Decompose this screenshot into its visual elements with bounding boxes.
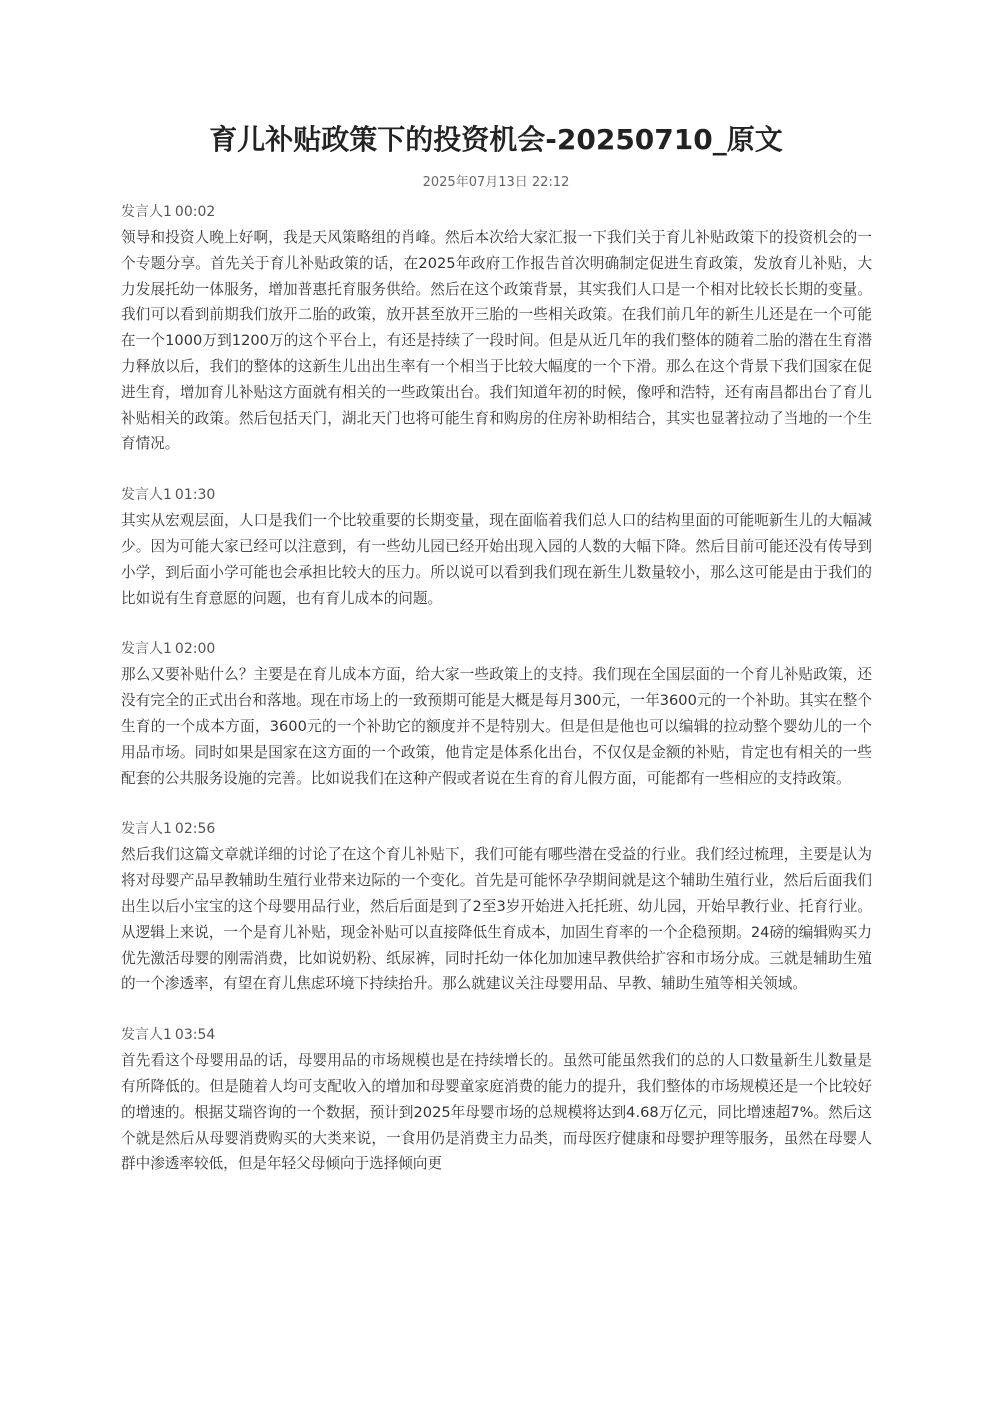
transcript-segment: [121, 199, 872, 457]
speaker-name: 发言人1: [121, 487, 172, 504]
segment-text: 其实从宏观层面，人口是我们一个比较重要的长期变量，现在面临着我们总人口的结构里面的可能呃新生儿的大幅减少。因为可能大家已经可以注意到，有一些幼儿园已经开始出现入园的人数的大幅下降。然后目前可能还没有传导到小学，到后面小学可能也会承担比较大的压力。所以说可以看到我们现在新生儿数量较小，那么这可能是由于我们的比如说有生育意愿的问题，也有育儿成本的问题。: [121, 512, 872, 607]
transcript-segment: [121, 636, 872, 791]
speaker-name: 发言人1: [121, 821, 172, 838]
speaker-line: [121, 1022, 872, 1048]
speaker-name: 发言人1: [121, 641, 172, 658]
speaker-timestamp: 02:56: [174, 821, 216, 838]
speaker-timestamp: 01:30: [174, 487, 216, 504]
speaker-line: [121, 816, 872, 842]
transcript-segment: [121, 1022, 872, 1177]
segment-text: 然后我们这篇文章就详细的讨论了在这个育儿补贴下，我们可能有哪些潜在受益的行业。我们经过梳理，主要是认为将对母婴产品早教辅助生殖行业带来边际的一个变化。首先是可能怀孕孕期间就是这个辅助生殖行业，然后后面我们出生以后小宝宝的这个母婴用品行业，然后后面是到了2至3岁开始进入托托班、幼儿园，开始早教行业、托育行业。从逻辑上来说，一个是育儿补贴，现金补贴可以直接降低生育成本，加固生育率的一个企稳预期。24磅的编辑购买力优先激活母婴的刚需消费，比如说奶粉、纸尿裤，同时托幼一体化加加速早教供给扩容和市场分成。三就是辅助生殖的一个渗透率，有望在育儿焦虑环境下持续抬升。那么就建议关注母婴用品、早教、辅助生殖等相关领域。: [121, 846, 872, 993]
speaker-line: [121, 636, 872, 662]
transcript-segment: [121, 816, 872, 997]
speaker-line: [121, 199, 872, 225]
speaker-name: 发言人1: [121, 204, 172, 220]
document-datetime: 2025年07月13日 22:12: [422, 175, 570, 190]
speaker-timestamp: 00:02: [174, 204, 216, 220]
document-title: 育儿补贴政策下的投资机会-20250710_原文: [209, 123, 783, 156]
segment-text: 那么又要补贴什么？主要是在育儿成本方面，给大家一些政策上的支持。我们现在全国层面的一个育儿补贴政策，还没有完全的正式出台和落地。现在市场上的一致预期可能是大概是每月300元，一年3600元的一个补助。其实在整个生育的一个成本方面，3600元的一个补助它的额度并不是特别大。但是但是他也可以编辑的拉动整个婴幼儿的一个用品市场。同时如果是国家在这方面的一个政策，他肯定是体系化出台，不仅仅是金额的补贴，肯定也有相关的一些配套的公共服务设施的完善。比如说我们在这种产假或者说在生育的育儿假方面，可能都有一些相应的支持政策。: [121, 666, 872, 787]
segment-text: 首先看这个母婴用品的话，母婴用品的市场规模也是在持续增长的。虽然可能虽然我们的总的人口数量新生儿数量是有所降低的。但是随着人均可支配收入的增加和母婴童家庭消费的能力的提升，我们整体的市场规模还是一个比较好的增速的。根据艾瑞咨询的一个数据，预计到2025年母婴市场的总规模将达到4.68万亿元，同比增速超7%。然后这个就是然后从母婴消费购买的大类来说，一食用仍是消费主力品类，而母医疗健康和母婴护理等服务，虽然在母婴人群中渗透率较低，但是年轻父母倾向于选择倾向更: [121, 1052, 872, 1173]
speaker-line: [121, 482, 872, 508]
segment-text: 领导和投资人晚上好啊，我是天风策略组的肖峰。然后本次给大家汇报一下我们关于育儿补贴政策下的投资机会的一个专题分享。首先关于育儿补贴政策的话，在2025年政府工作报告首次明确制定促进生育政策，发放育儿补贴，大力发展托幼一体服务，增加普惠托育服务供给。然后在这个政策背景，其实我们人口是一个相对比较长长期的变量。我们可以看到前期我们放开二胎的政策，放开甚至放开三胎的一些相关政策。在我们前几年的新生儿还是在一个可能在一个1000万到1200万的这个平台上，有还是持续了一段时间。但是从近几年的我们整体的随着二胎的潜在生育潜力释放以后，我们的整体的这新生儿出出生率有一个相当于比较大幅度的一个下滑。那么在这个背景下我们国家在促进生育，增加育儿补贴这方面就有相关的一些政策出台。我们知道年初的时候，像呼和浩特，还有南昌都出台了育儿补贴相关的政策。然后包括天门，湖北天门也将可能生育和购房的住房补助相结合，其实也显著拉动了当地的一个生育情况。: [121, 229, 872, 453]
speaker-timestamp: 03:54: [174, 1027, 216, 1044]
transcript-body: [121, 199, 872, 1202]
speaker-timestamp: 02:00: [174, 641, 216, 658]
speaker-name: 发言人1: [121, 1027, 172, 1044]
transcript-segment: [121, 482, 872, 611]
